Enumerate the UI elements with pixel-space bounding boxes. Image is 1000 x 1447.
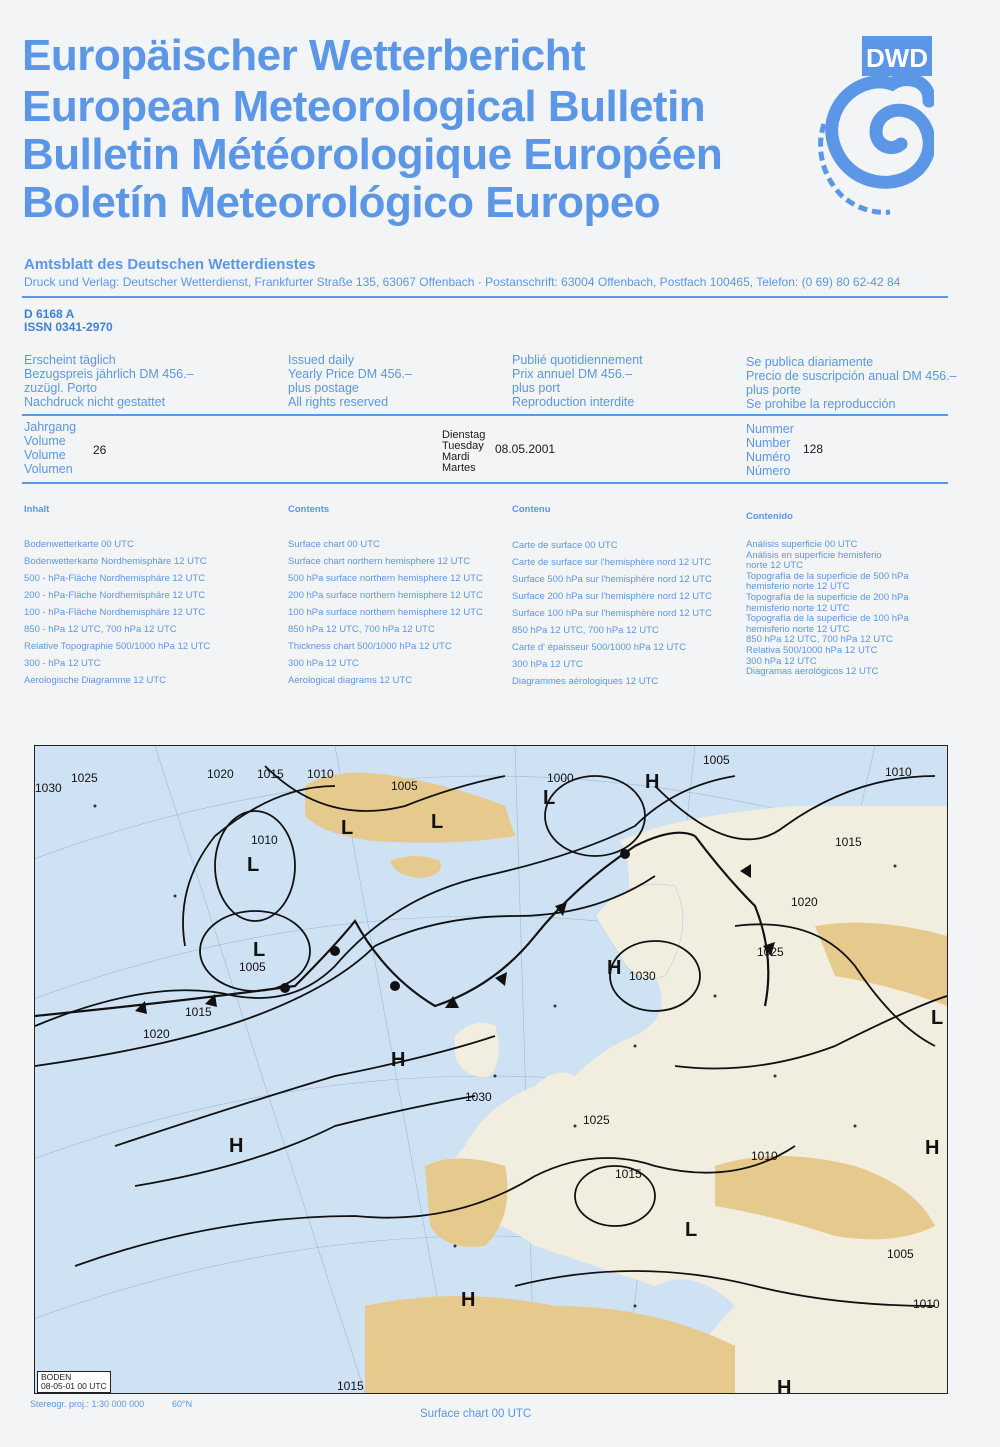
number-labels bbox=[746, 422, 794, 478]
issue-number: 128 bbox=[803, 442, 824, 456]
title-en: European Meteorological Bulletin bbox=[22, 82, 706, 131]
contents-list-de bbox=[24, 536, 210, 689]
isobar-label: 1025 bbox=[757, 945, 784, 959]
low-center: L bbox=[931, 1007, 944, 1029]
contents-item: Relative Topographie 500/1000 hPa 12 UTC bbox=[24, 641, 211, 652]
low-center: L bbox=[341, 817, 354, 839]
isobar-label: 1020 bbox=[791, 895, 818, 909]
contents-item: Topografía de la superficie de 100 hPa bbox=[746, 613, 909, 625]
contents-item: Topografía de la superficie de 200 hPa bbox=[746, 591, 909, 603]
number-label: Nummer bbox=[746, 422, 794, 436]
contents-header-de: Inhalt bbox=[24, 504, 50, 515]
iberia bbox=[425, 1159, 508, 1247]
contents-item: hemisferio norte 12 UTC bbox=[746, 581, 850, 593]
contents-item: Thickness chart 500/1000 hPa 12 UTC bbox=[288, 641, 452, 652]
day-label: Dienstag bbox=[442, 429, 486, 441]
contents-item: Surface 100 hPa sur l'hemisphère nord 12 UTC bbox=[512, 608, 712, 619]
pub-de-line: Erscheint täglich bbox=[24, 353, 116, 367]
pub-es-line: Precio de suscripción anual DM 456.– bbox=[746, 369, 957, 383]
latitude-info: 60°N bbox=[172, 1399, 193, 1409]
title-es: Boletín Meteorológico Europeo bbox=[22, 178, 661, 227]
isobar-label: 1015 bbox=[185, 1005, 212, 1019]
surface-chart-svg bbox=[35, 746, 947, 1393]
contents-item: 100 - hPa-Fläche Nordhemisphäre 12 UTC bbox=[24, 607, 206, 618]
isobar-label: 1005 bbox=[391, 779, 418, 793]
high-center: H bbox=[645, 771, 660, 793]
pub-de-line: Bezugspreis jährlich DM 456.– bbox=[24, 367, 194, 381]
contents-item: 500 - hPa-Fläche Nordhemisphäre 12 UTC bbox=[24, 573, 206, 584]
divider bbox=[22, 296, 948, 298]
day-label: Mardi bbox=[442, 451, 470, 463]
pub-en-line: Yearly Price DM 456.– bbox=[288, 367, 412, 381]
pub-de-line: zuzügl. Porto bbox=[24, 381, 97, 395]
issn-number: ISSN 0341-2970 bbox=[24, 320, 113, 334]
title-fr: Bulletin Météorologique Européen bbox=[22, 130, 723, 179]
contents-item: 300 - hPa 12 UTC bbox=[24, 658, 101, 669]
contents-item: Relativa 500/1000 hPa 12 UTC bbox=[746, 644, 878, 656]
contents-item: 850 - hPa 12 UTC, 700 hPa 12 UTC bbox=[24, 624, 177, 635]
pub-es-line: Se prohibe la reproducción bbox=[746, 397, 896, 411]
title-de: Europäischer Wetterbericht bbox=[22, 31, 586, 80]
isobar-label: 1010 bbox=[751, 1149, 778, 1163]
isobar-label: 1005 bbox=[239, 960, 266, 974]
pub-de-line: Nachdruck nicht gestattet bbox=[24, 395, 166, 409]
boden-time: 08-05-01 00 UTC bbox=[41, 1381, 107, 1391]
map-caption: Surface chart 00 UTC bbox=[420, 1408, 532, 1420]
pub-es bbox=[746, 355, 957, 411]
contents-item: 850 hPa 12 UTC, 700 hPa 12 UTC bbox=[746, 634, 893, 646]
volume-label: Volume bbox=[24, 448, 66, 462]
contents-item: Diagramas aerológicos 12 UTC bbox=[746, 666, 879, 678]
isobar-label: 1010 bbox=[307, 767, 334, 781]
isobar-label: 1025 bbox=[71, 771, 98, 785]
contents-item: Surface chart 00 UTC bbox=[288, 539, 380, 550]
boden-stamp bbox=[37, 1371, 111, 1393]
pub-en-line: All rights reserved bbox=[288, 395, 389, 409]
contents-item: 500 hPa surface northern hemisphere 12 UTC bbox=[288, 573, 483, 584]
contents-header-es: Contenido bbox=[746, 511, 793, 522]
contents-item: Análisis superficie 00 UTC bbox=[746, 539, 858, 550]
volume-label: Volume bbox=[24, 434, 66, 448]
contents-item: 200 - hPa-Fläche Nordhemisphäre 12 UTC bbox=[24, 590, 206, 601]
contents-item: norte 12 UTC bbox=[746, 560, 804, 572]
contents-item: 850 hPa 12 UTC, 700 hPa 12 UTC bbox=[288, 624, 435, 635]
isobar-label: 1020 bbox=[207, 767, 234, 781]
low-center: L bbox=[247, 854, 260, 876]
contents-item: Surface chart northern hemisphere 12 UTC bbox=[288, 556, 471, 567]
day-label: Tuesday bbox=[442, 440, 484, 452]
pub-fr-line: Prix annuel DM 456.– bbox=[512, 367, 633, 381]
publication-ids bbox=[24, 308, 113, 334]
pub-en-line: Issued daily bbox=[288, 353, 355, 367]
contents-item: Carte d' épaisseur 500/1000 hPa 12 UTC bbox=[512, 642, 686, 653]
day-labels bbox=[442, 430, 485, 474]
isobar-label: 1030 bbox=[465, 1090, 492, 1104]
volume-labels bbox=[24, 420, 76, 476]
low-center: L bbox=[685, 1219, 698, 1241]
dwd-logo bbox=[812, 36, 934, 216]
volume-label: Volumen bbox=[24, 462, 73, 476]
pub-fr-line: Publié quotidiennement bbox=[512, 353, 643, 367]
contents-item: 300 hPa 12 UTC bbox=[288, 658, 359, 669]
print-info: Druck und Verlag: Deutscher Wetterdienst, Frankfurter Straße 135, 63067 Offenbach · Postanschrift: 63004 Offenbach, Postfach 100465, Telefon: (0 69) 80 62-42 84 bbox=[24, 275, 901, 289]
contents-item: 200 hPa surface northern hemisphere 12 UTC bbox=[288, 590, 483, 601]
contents-list-es bbox=[746, 540, 909, 678]
contents-list-fr bbox=[512, 537, 712, 690]
high-center: H bbox=[461, 1289, 476, 1311]
high-center: H bbox=[229, 1135, 244, 1157]
divider bbox=[22, 414, 948, 416]
day-label: Martes bbox=[442, 462, 476, 474]
issn-code: D 6168 A bbox=[24, 307, 75, 321]
projection-info: Stereogr. proj.: 1:30 000 000 bbox=[30, 1399, 145, 1409]
number-label: Number bbox=[746, 436, 791, 450]
contents-header-en: Contents bbox=[288, 504, 330, 515]
dwd-logo-text: DWD bbox=[865, 43, 929, 73]
contents-item: Análisis en superficie hemisferio bbox=[746, 549, 882, 561]
number-label: Numéro bbox=[746, 450, 791, 464]
contents-item: 100 hPa surface northern hemisphere 12 UTC bbox=[288, 607, 483, 618]
contents-item: 300 hPa 12 UTC bbox=[512, 659, 583, 670]
pub-en bbox=[288, 353, 412, 409]
low-center: L bbox=[253, 939, 266, 961]
isobar-label: 1010 bbox=[913, 1297, 940, 1311]
isobar-label: 1015 bbox=[257, 767, 284, 781]
pub-de bbox=[24, 353, 194, 409]
pub-fr-line: plus port bbox=[512, 381, 560, 395]
isobar-label: 1005 bbox=[703, 753, 730, 767]
isobar-label: 1000 bbox=[547, 771, 574, 785]
contents-item: Diagrammes aérologiques 12 UTC bbox=[512, 676, 659, 687]
contents-item: Surface 200 hPa sur l'hemisphère nord 12 UTC bbox=[512, 591, 712, 602]
issue-date: 08.05.2001 bbox=[495, 442, 556, 456]
isobar-label: 1010 bbox=[251, 833, 278, 847]
pub-es-line: Se publica diariamente bbox=[746, 355, 874, 369]
isobar-label: 1015 bbox=[615, 1167, 642, 1181]
surface-chart bbox=[34, 745, 948, 1394]
contents-item: Carte de surface sur l'hemisphère nord 12 UTC bbox=[512, 557, 712, 568]
contents-item: Surface 500 hPa sur l'hemisphère nord 12 UTC bbox=[512, 574, 712, 585]
contents-item: Aerological diagrams 12 UTC bbox=[288, 675, 413, 686]
pub-fr-line: Reproduction interdite bbox=[512, 395, 635, 409]
contents-list-en bbox=[288, 536, 483, 689]
contents-item: Aerologische Diagramme 12 UTC bbox=[24, 675, 167, 686]
high-center: H bbox=[391, 1049, 406, 1071]
contents-item: 300 hPa 12 UTC bbox=[746, 655, 817, 667]
contents-item: hemisferio norte 12 UTC bbox=[746, 602, 850, 614]
contents-item: Bodenwetterkarte 00 UTC bbox=[24, 539, 134, 550]
isobar-label: 1015 bbox=[337, 1379, 364, 1393]
contents-item: Carte de surface 00 UTC bbox=[512, 540, 618, 551]
isobar-label: 1005 bbox=[887, 1247, 914, 1261]
high-center: H bbox=[925, 1137, 940, 1159]
contents-item: hemisferio norte 12 UTC bbox=[746, 623, 850, 635]
contents-header-fr: Contenu bbox=[512, 504, 551, 515]
low-center: L bbox=[431, 811, 444, 833]
contents-item: Topografía de la superficie de 500 hPa bbox=[746, 570, 909, 582]
high-center: H bbox=[607, 957, 622, 979]
pub-fr bbox=[512, 353, 643, 409]
official-gazette: Amtsblatt des Deutschen Wetterdienstes bbox=[24, 256, 316, 273]
isobar-label: 1015 bbox=[835, 835, 862, 849]
isobar-label: 1025 bbox=[583, 1113, 610, 1127]
isobar-label: 1020 bbox=[143, 1027, 170, 1041]
number-label: Número bbox=[746, 464, 791, 478]
isobar-label: 1030 bbox=[35, 781, 62, 795]
isobar-label: 1030 bbox=[629, 969, 656, 983]
low-center: L bbox=[543, 787, 556, 809]
isobar-label: 1010 bbox=[885, 765, 912, 779]
contents-item: Bodenwetterkarte Nordhemisphäre 12 UTC bbox=[24, 556, 207, 567]
pub-en-line: plus postage bbox=[288, 381, 359, 395]
pub-es-line: plus porte bbox=[746, 383, 801, 397]
high-center: H bbox=[777, 1377, 792, 1393]
boden-label: BODEN bbox=[41, 1372, 72, 1382]
divider bbox=[22, 482, 948, 484]
volume-value: 26 bbox=[93, 443, 107, 457]
contents-item: 850 hPa 12 UTC, 700 hPa 12 UTC bbox=[512, 625, 659, 636]
volume-label: Jahrgang bbox=[24, 420, 77, 434]
